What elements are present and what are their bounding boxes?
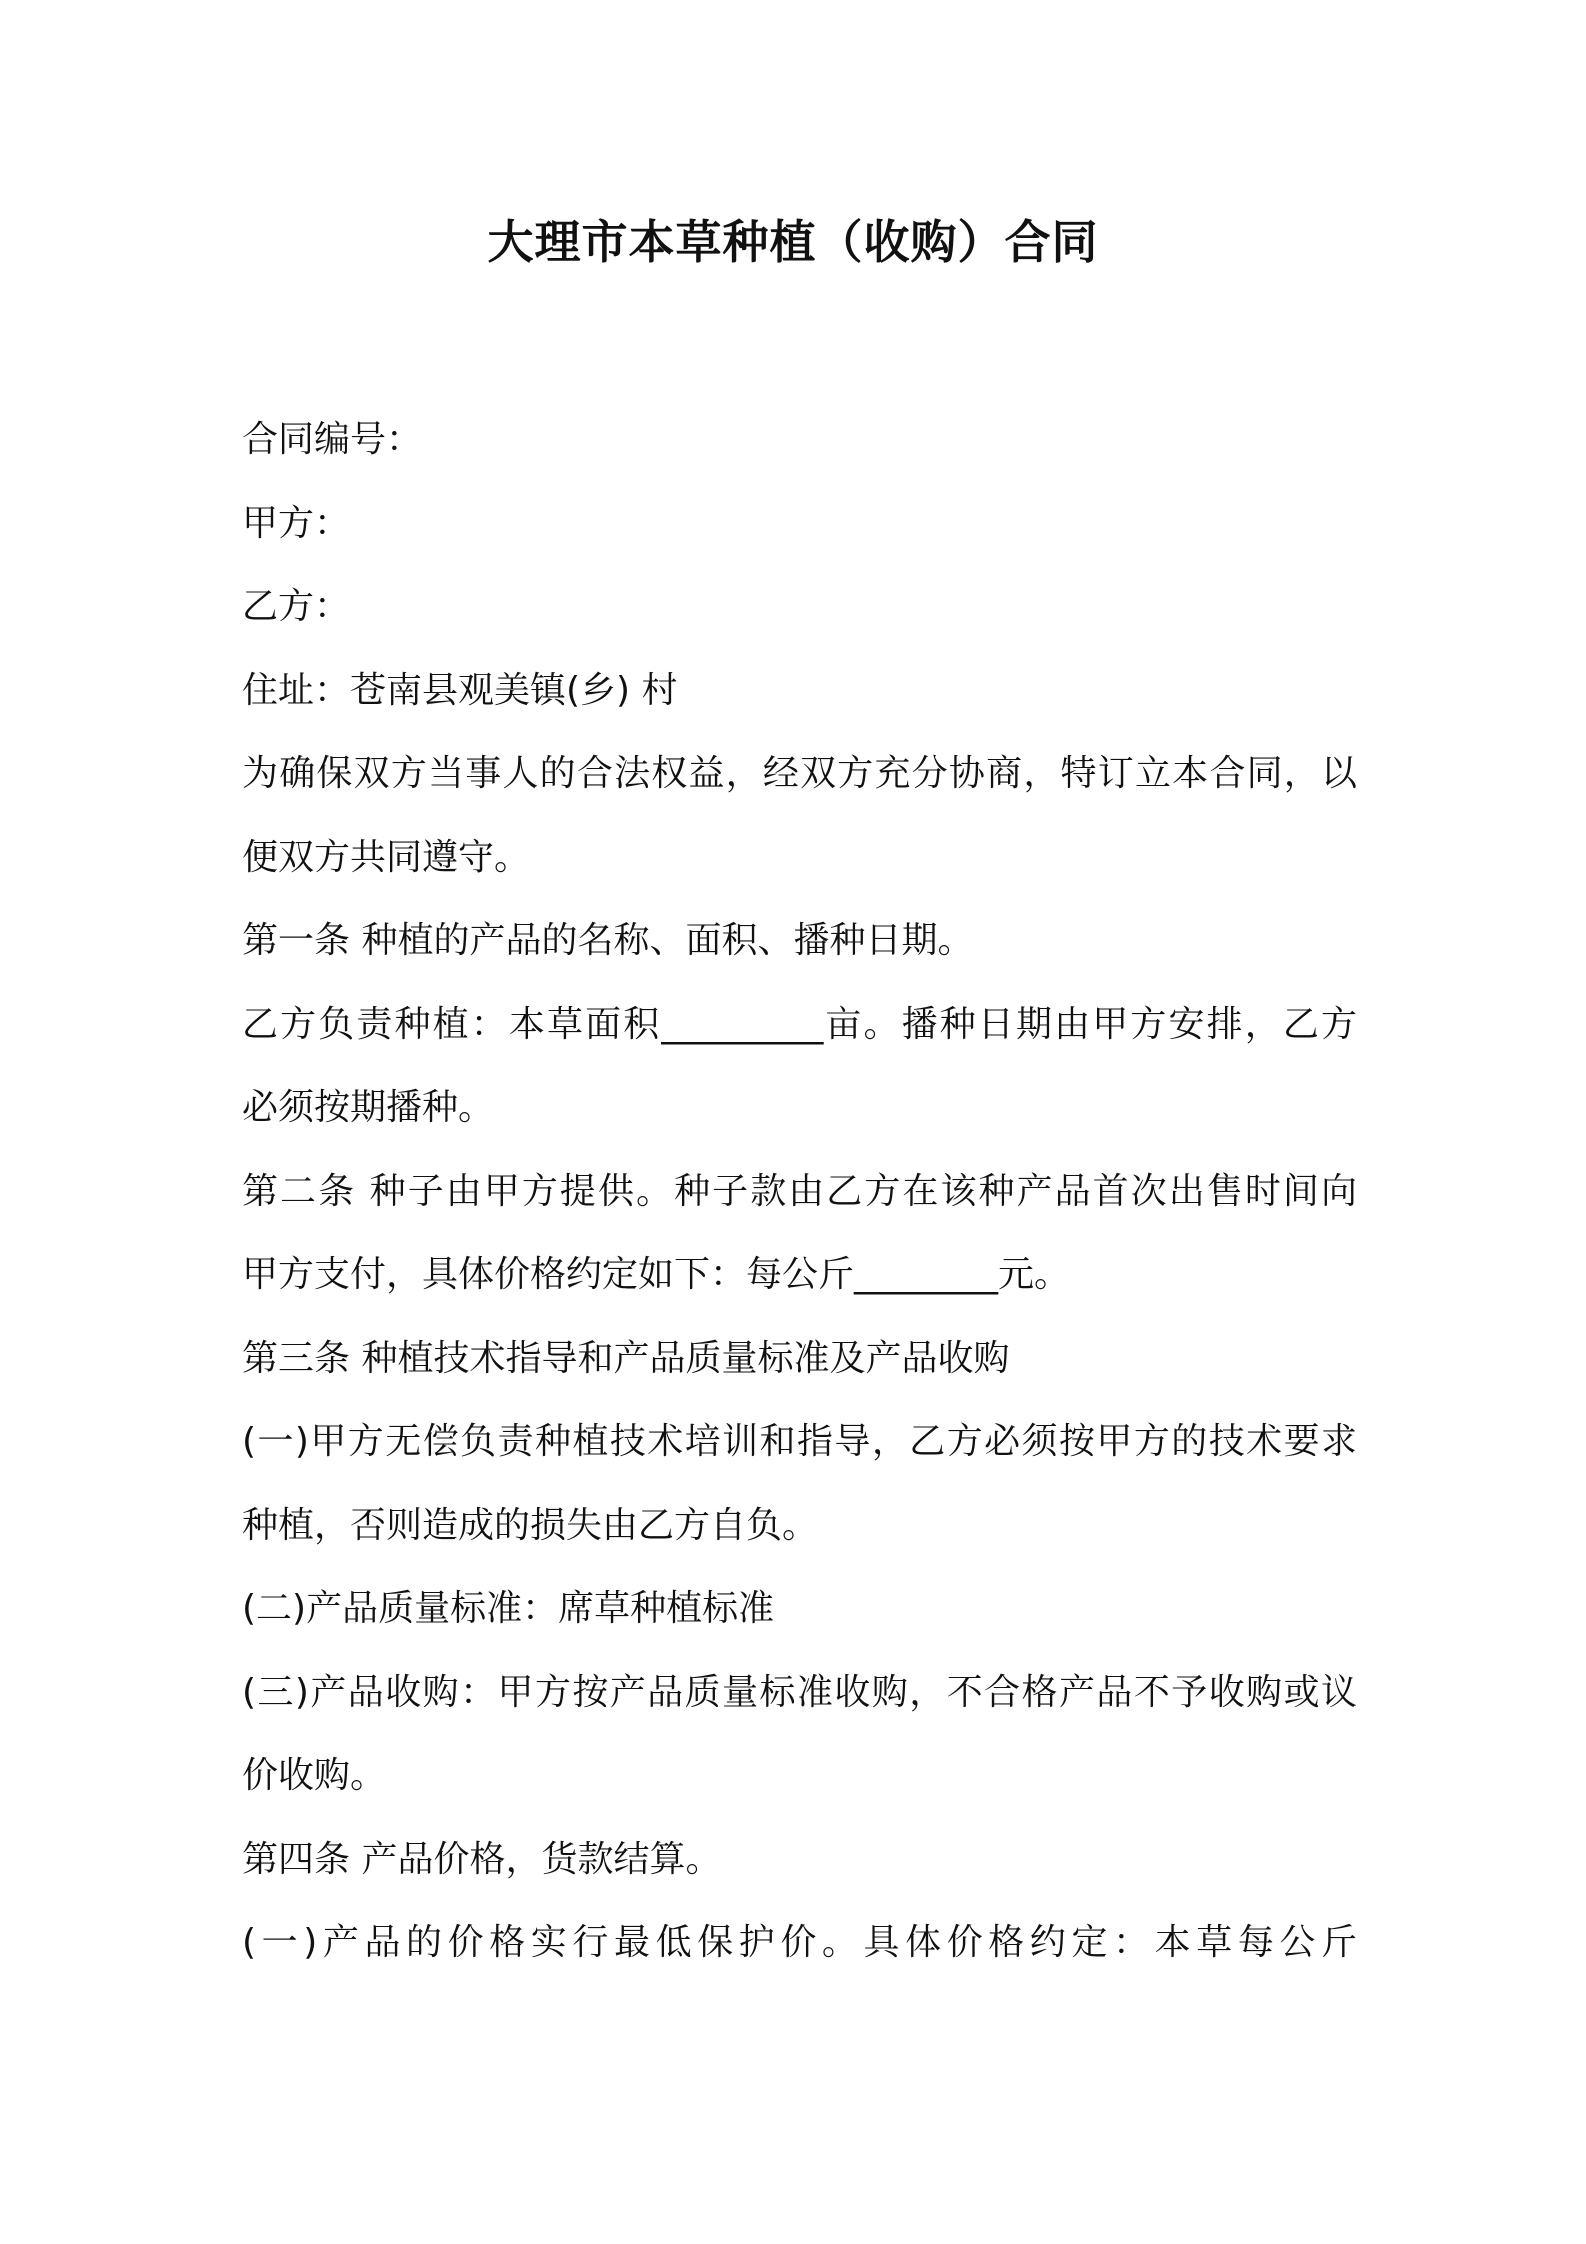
- paragraph-line: 乙方负责种植：本草面积_________亩。播种日期由甲方安排，乙方: [242, 1003, 1357, 1045]
- document-body: [242, 408, 1357, 1995]
- party-b-line: 乙方：: [242, 586, 351, 627]
- address-line: 住址：苍南县观美镇(乡) 村: [242, 669, 678, 711]
- paragraph-line: 甲方支付，具体价格约定如下：每公斤________元。: [242, 1254, 1071, 1295]
- paragraph-line: 便双方共同遵守。: [242, 836, 531, 878]
- article-heading: 第一条 种植的产品的名称、面积、播种日期。: [242, 920, 974, 961]
- paragraph-line: (三)产品收购：甲方按产品质量标准收购，不合格产品不予收购或议: [242, 1671, 1357, 1713]
- paragraph-line: (二)产品质量标准：席草种植标准: [242, 1588, 775, 1629]
- party-a-line: 甲方：: [242, 502, 351, 544]
- paragraph-line: 种植，否则造成的损失由乙方自负。: [242, 1504, 819, 1546]
- document-title: 大理市本草种植（收购）合同: [487, 215, 1099, 269]
- paragraph-line: 必须按期播种。: [242, 1087, 495, 1128]
- paragraph-line: (一)甲方无偿负责种植技术培训和指导，乙方必须按甲方的技术要求: [242, 1421, 1357, 1462]
- paragraph-line: 价收购。: [242, 1755, 387, 1796]
- contract-number-line: 合同编号：: [242, 419, 423, 460]
- article-heading: 第四条 产品价格，货款结算。: [242, 1838, 722, 1880]
- article-heading: 第三条 种植技术指导和产品质量标准及产品收购: [242, 1337, 1010, 1379]
- paragraph-line: (一)产品的价格实行最低保护价。具体价格约定：本草每公斤: [242, 1922, 1357, 1963]
- paragraph-line: 为确保双方当事人的合法权益，经双方充分协商，特订立本合同，以: [242, 753, 1357, 794]
- article-heading: 第二条 种子由甲方提供。种子款由乙方在该种产品首次出售时间向: [242, 1170, 1357, 1212]
